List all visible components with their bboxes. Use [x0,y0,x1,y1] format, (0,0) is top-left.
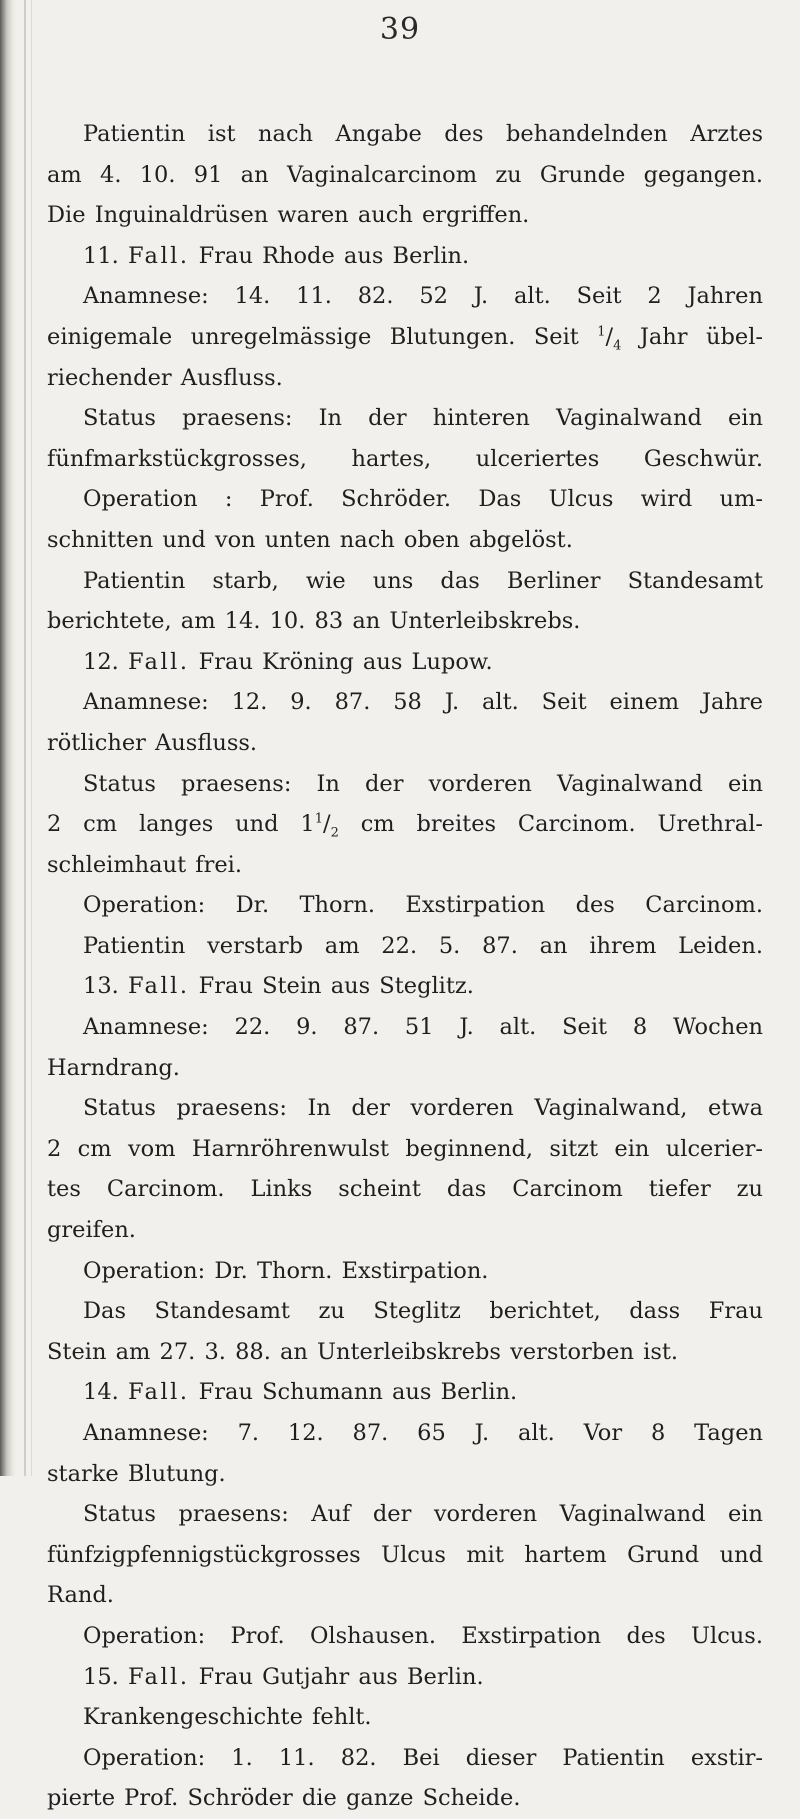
fraction: $^1/_2$ [314,811,339,841]
case-patient: Frau Stein aus Steglitz. [198,973,474,1000]
text-line: riechender Ausfluss. [47,364,283,391]
case-fall-label: Fall. [127,648,190,675]
text-line: Patientin verstarb am 22. 5. 87. an ihrem Leiden. [83,932,763,959]
text-line: schnitten und von unten nach oben abgelöst. [47,526,573,553]
text-line: Status praesens: In der vorderen Vaginalwand, etwa [83,1095,763,1122]
text-line: einigemale unregelmässige Blutungen. Seit $^1/_4$ Jahr übel- [47,323,764,354]
text-line: Operation: 1. 11. 82. Bei dieser Patientin exstir- [83,1744,763,1771]
text-line: am 4. 10. 91 an Vaginalcarcinom zu Grunde gegangen. [47,161,763,188]
case-heading-15 [47,1657,763,1698]
fraction: $^1/_4$ [597,323,622,354]
text-line: fünfzigpfennigstückgrosses Ulcus mit hartem Grund und [47,1541,763,1568]
page-edge-line [31,0,32,1476]
text-line: Anamnese: 14. 11. 82. 52 J. alt. Seit 2 Jahren [83,283,763,310]
case-patient: Frau Kröning aus Lupow. [198,648,493,675]
case-fall-label: Fall. [127,1379,190,1406]
text-line: berichtete, am 14. 10. 83 an Unterleibskrebs. [47,608,581,635]
text-line: Stein am 27. 3. 88. an Unterleibskrebs verstorben ist. [47,1338,679,1365]
case-heading-11 [47,236,763,277]
case-fall-label: Fall. [127,1663,190,1690]
case-number: 13. [83,973,119,1000]
text-line: Operation: Dr. Thorn. Exstirpation des Carcinom. [83,892,763,919]
case-patient: Frau Rhode aus Berlin. [198,242,470,269]
text-line: Operation: Dr. Thorn. Exstirpation. [83,1257,489,1284]
case-patient: Frau Schumann aus Berlin. [198,1379,518,1406]
text-line: Patientin starb, wie uns das Berliner Standesamt [83,567,763,594]
text-line: Status praesens: In der vorderen Vaginalwand ein [83,770,763,797]
text-line: fünfmarkstückgrosses, hartes, ulceriertes Geschwür. [47,445,763,472]
text-line: starke Blutung. [47,1460,226,1487]
text-line: Operation: Prof. Olshausen. Exstirpation des Ulcus. [83,1622,763,1649]
case-number: 12. [83,648,119,675]
text-line: Anamnese: 7. 12. 87. 65 J. alt. Vor 8 Tagen [83,1420,763,1446]
text-line: greifen. [47,1217,136,1244]
text-line: Operation : Prof. Schröder. Das Ulcus wird um- [83,486,763,513]
text-line: Harndrang. [47,1054,180,1081]
text-line: Krankengeschichte fehlt. [83,1704,372,1731]
case-heading-14 [47,1372,763,1413]
case-heading-12 [47,642,763,683]
body-text [47,114,763,1819]
text-line: Status praesens: Auf der vorderen Vaginalwand ein [83,1501,763,1528]
text-line: Status praesens: In der hinteren Vaginalwand ein [83,405,763,432]
text-line: rötlicher Ausfluss. [47,729,258,756]
book-binding-edge [0,0,16,1476]
case-number: 11. [83,242,119,269]
case-number: 15. [83,1663,119,1690]
text-line: Die Inguinaldrüsen waren auch ergriffen. [47,202,530,229]
text-line: Patientin ist nach Angabe des behandelnden Arztes [83,121,763,147]
case-number: 14. [83,1379,119,1406]
text-line: 2 cm vom Harnröhrenwulst beginnend, sitzt ein ulcerier- [47,1135,763,1162]
text-line: Anamnese: 22. 9. 87. 51 J. alt. Seit 8 Wochen [83,1014,763,1041]
text-line: Anamnese: 12. 9. 87. 58 J. alt. Seit einem Jahre [83,689,763,716]
case-fall-label: Fall. [127,242,190,269]
page-edge-shadow [24,0,26,1476]
case-fall-label: Fall. [127,973,190,1000]
text-line: 2 cm langes und $1^1/_2$ cm breites Carcinom. Urethral- [47,811,763,841]
case-patient: Frau Gutjahr aus Berlin. [198,1663,484,1690]
text-line: tes Carcinom. Links scheint das Carcinom tiefer zu [47,1176,763,1203]
text-line: Rand. [47,1582,114,1609]
text-line: schleimhaut frei. [47,851,243,878]
text-line: pierte Prof. Schröder die ganze Scheide. [47,1785,521,1812]
page-number: 39 [379,12,421,47]
text-line: Das Standesamt zu Steglitz berichtet, dass Frau [83,1298,763,1325]
case-heading-13 [47,966,763,1007]
